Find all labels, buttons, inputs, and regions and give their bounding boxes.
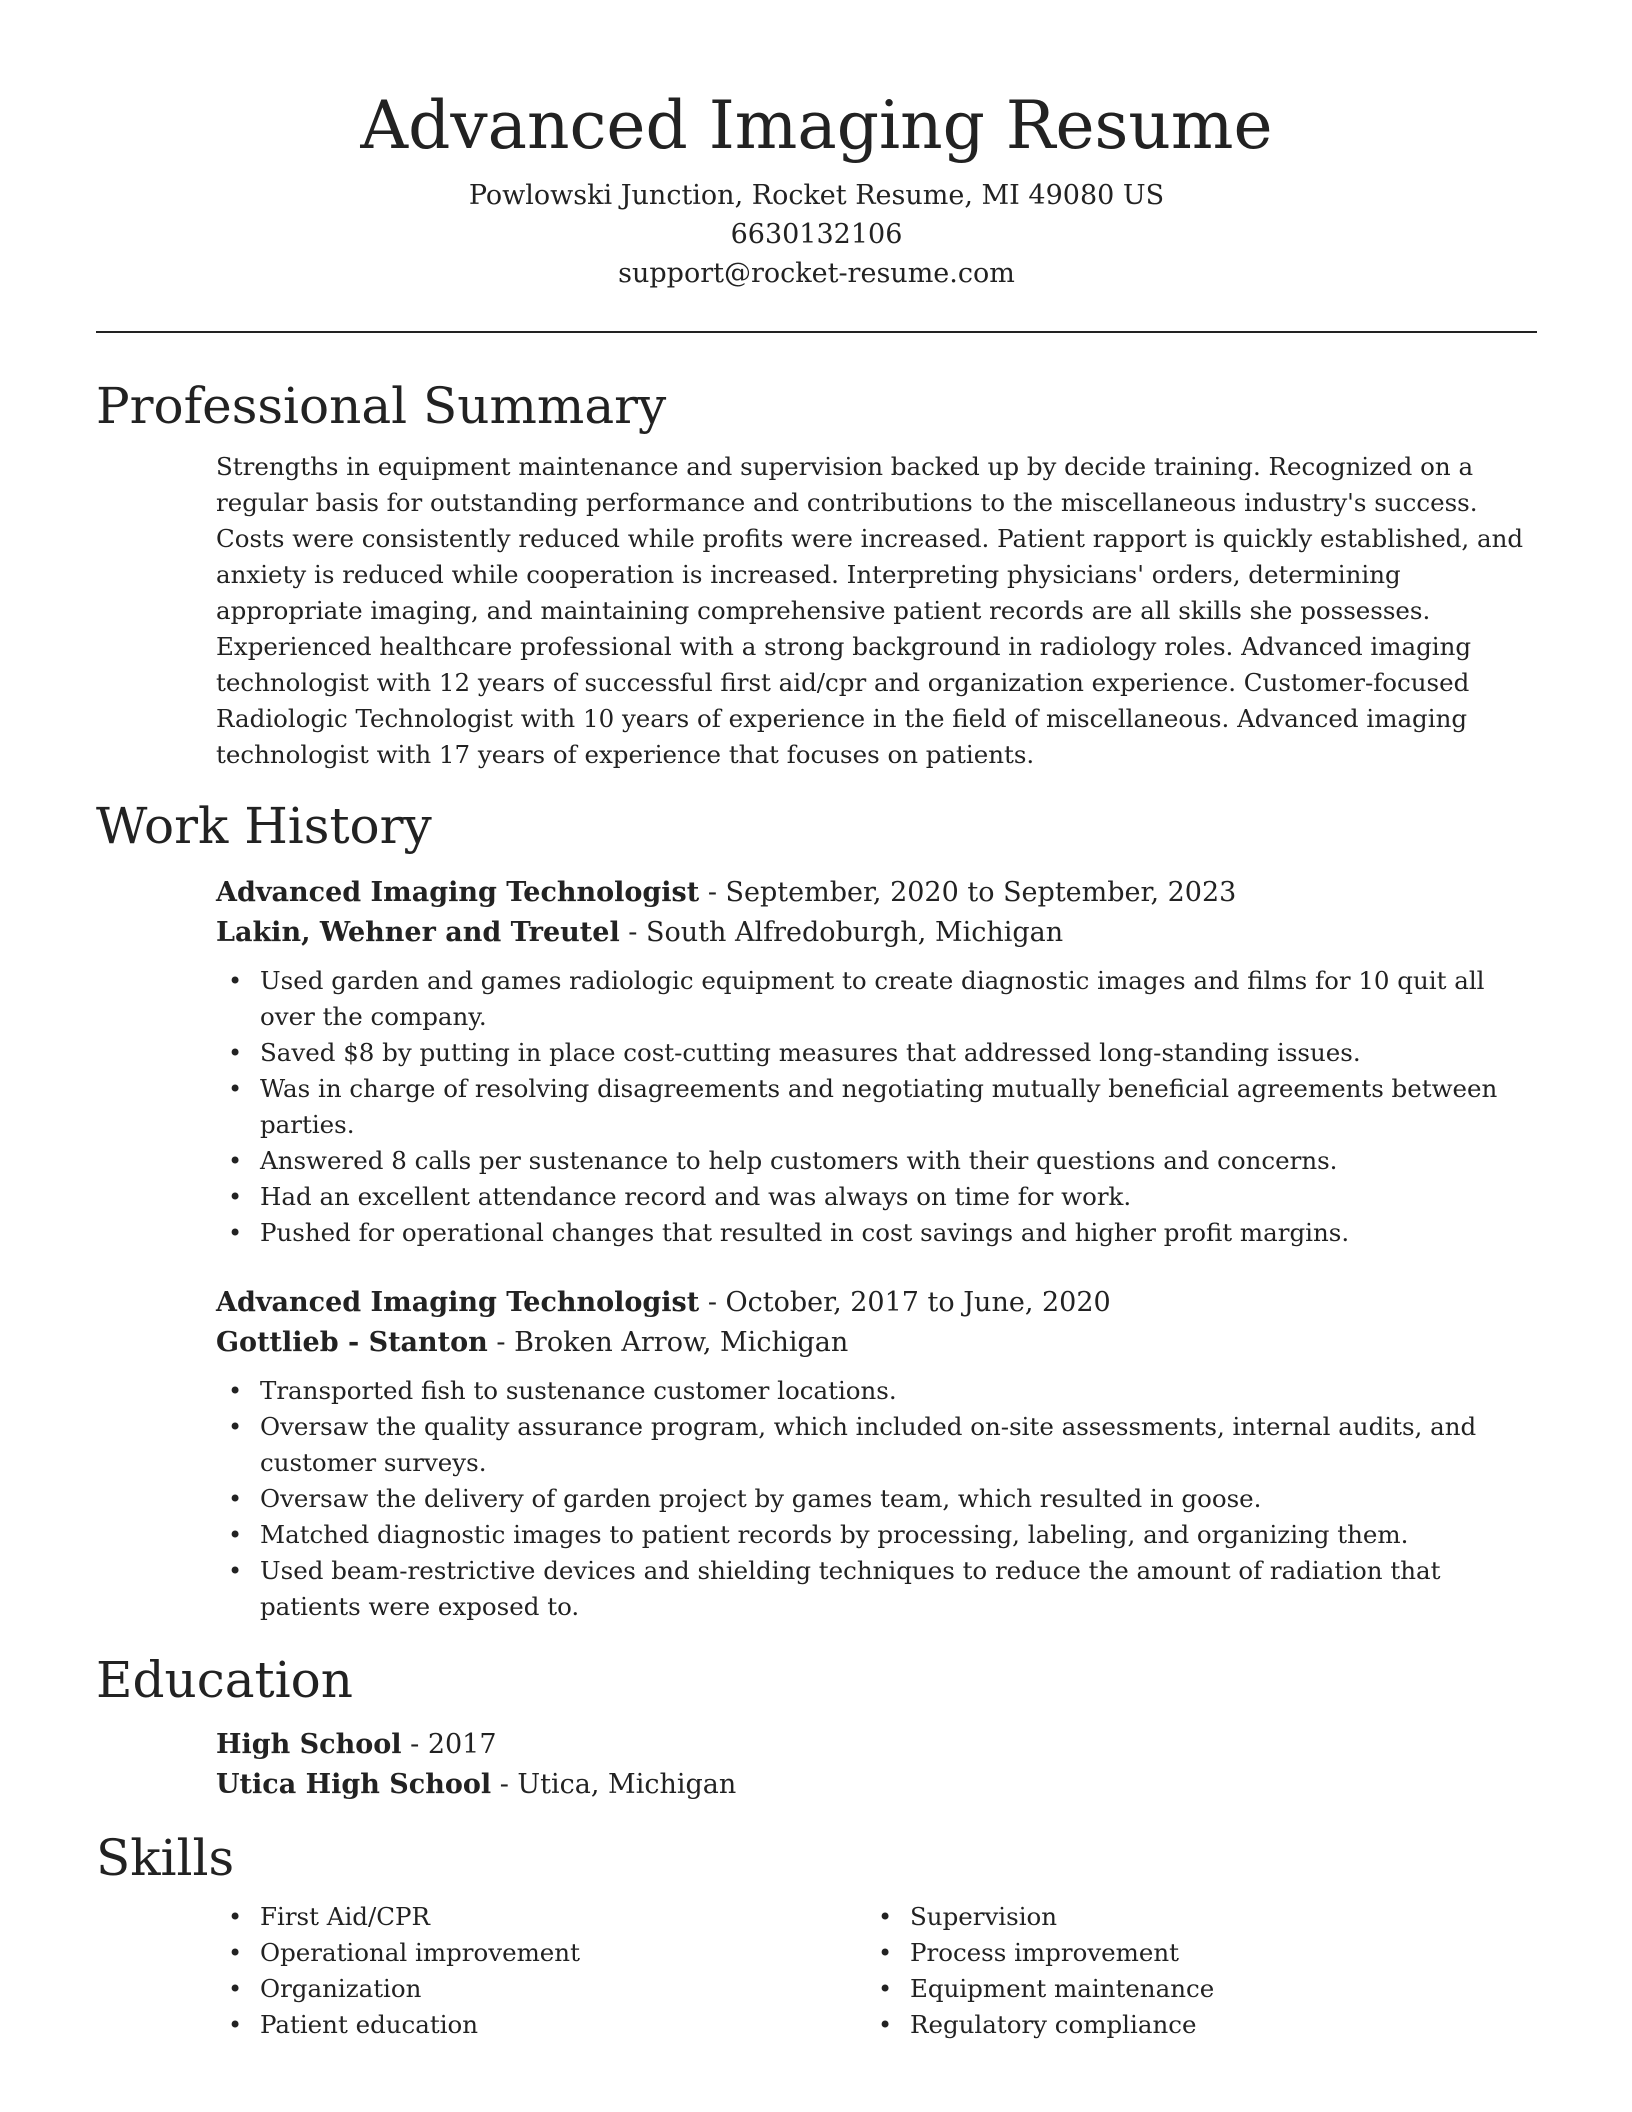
job-dates: - October, 2017 to June, 2020 (699, 1287, 1111, 1318)
job-entry (216, 1283, 1537, 1625)
summary-body (216, 449, 1537, 773)
education-degree-line (216, 1725, 1537, 1765)
job-company: Lakin, Wehner and Treutel (216, 917, 620, 948)
job-location: - Broken Arrow, Michigan (487, 1327, 849, 1358)
contact-phone: 6630132106 (730, 219, 903, 250)
job-company-line (216, 1323, 1537, 1363)
resume-page (96, 0, 1537, 2043)
education-degree: High School (216, 1729, 402, 1760)
work-title: Work History (96, 797, 432, 855)
resume-name: Advanced Imaging Resume (360, 87, 1273, 164)
skills-grid (216, 1899, 1537, 2043)
job-title: Advanced Imaging Technologist (216, 1287, 700, 1318)
list-item: • Oversaw the quality assurance program, which included on-site assessments, internal audits, and customer surveys. (216, 1409, 1537, 1481)
list-item: • First Aid/CPR (216, 1899, 866, 1935)
education-section (96, 1649, 1537, 1805)
list-item: • Transported fish to sustenance customer locations. (216, 1373, 1537, 1409)
list-item: • Used garden and games radiologic equipment to create diagnostic images and films for 10 quit all over the company. (216, 963, 1537, 1035)
work-section (96, 795, 1537, 1625)
job-bullets (216, 1373, 1537, 1625)
job-title-line (216, 873, 1537, 913)
job-bullets (216, 963, 1537, 1251)
skills-list-right (866, 1899, 1516, 2043)
skills-column-left (216, 1899, 866, 2043)
education-location: - Utica, Michigan (491, 1769, 737, 1800)
skills-body (216, 1899, 1537, 2043)
job-title-line (216, 1283, 1537, 1323)
list-item: • Process improvement (866, 1935, 1516, 1971)
summary-title: Professional Summary (96, 377, 667, 435)
contact-block (96, 176, 1537, 293)
list-item: • Used beam-restrictive devices and shielding techniques to reduce the amount of radiation that patients were exposed to. (216, 1553, 1537, 1625)
list-item: • Organization (216, 1971, 866, 2007)
contact-address: Powlowski Junction, Rocket Resume, MI 49080 US (468, 180, 1165, 211)
list-item: • Was in charge of resolving disagreements and negotiating mutually beneficial agreements between parties. (216, 1071, 1537, 1143)
job-location: - South Alfredoburgh, Michigan (619, 917, 1064, 948)
skills-section (96, 1827, 1537, 2043)
summary-text: Strengths in equipment maintenance and supervision backed up by decide training. Recognized on a regular basis for outstanding performance and contributions to the miscellaneous industry's success. Costs were consistently reduced while profits were increased. Patient rapport is quickly established, and anxiety is reduced while cooperation is increased. Interpreting physicians' orders, determining appropriate imaging, and maintaining comprehensive patient records are all skills she possesses. Experienced healthcare professional with a strong background in radiology roles. Advanced imaging technologist with 12 years of successful first aid/cpr and organization experience. Customer-focused Radiologic Technologist with 10 years of experience in the field of miscellaneous. Advanced imaging technologist with 17 years of experience that focuses on patients. (216, 452, 1524, 769)
job-title: Advanced Imaging Technologist (216, 877, 700, 908)
list-item: • Answered 8 calls per sustenance to help customers with their questions and concerns. (216, 1143, 1537, 1179)
resume-header (96, 0, 1537, 293)
contact-email: support@rocket-resume.com (618, 258, 1015, 289)
summary-section (96, 375, 1537, 773)
education-title: Education (96, 1651, 353, 1709)
list-item: • Had an excellent attendance record and was always on time for work. (216, 1179, 1537, 1215)
list-item: • Pushed for operational changes that resulted in cost savings and higher profit margins. (216, 1215, 1537, 1251)
list-item: • Patient education (216, 2007, 866, 2043)
list-item: • Operational improvement (216, 1935, 866, 1971)
skills-column-right (866, 1899, 1516, 2043)
education-school: Utica High School (216, 1769, 492, 1800)
skills-list-left (216, 1899, 866, 2043)
education-entry (216, 1725, 1537, 1805)
job-dates: - September, 2020 to September, 2023 (699, 877, 1237, 908)
list-item: • Saved $8 by putting in place cost-cutting measures that addressed long-standing issues. (216, 1035, 1537, 1071)
education-school-line (216, 1765, 1537, 1805)
list-item: • Matched diagnostic images to patient records by processing, labeling, and organizing them. (216, 1517, 1537, 1553)
education-year: - 2017 (401, 1729, 497, 1760)
job-entry (216, 873, 1537, 1251)
list-item: • Regulatory compliance (866, 2007, 1516, 2043)
skills-title: Skills (96, 1829, 235, 1887)
job-company: Gottlieb - Stanton (216, 1327, 488, 1358)
job-company-line (216, 913, 1537, 953)
list-item: • Oversaw the delivery of garden project by games team, which resulted in goose. (216, 1481, 1537, 1517)
header-divider (96, 331, 1537, 333)
list-item: • Equipment maintenance (866, 1971, 1516, 2007)
list-item: • Supervision (866, 1899, 1516, 1935)
